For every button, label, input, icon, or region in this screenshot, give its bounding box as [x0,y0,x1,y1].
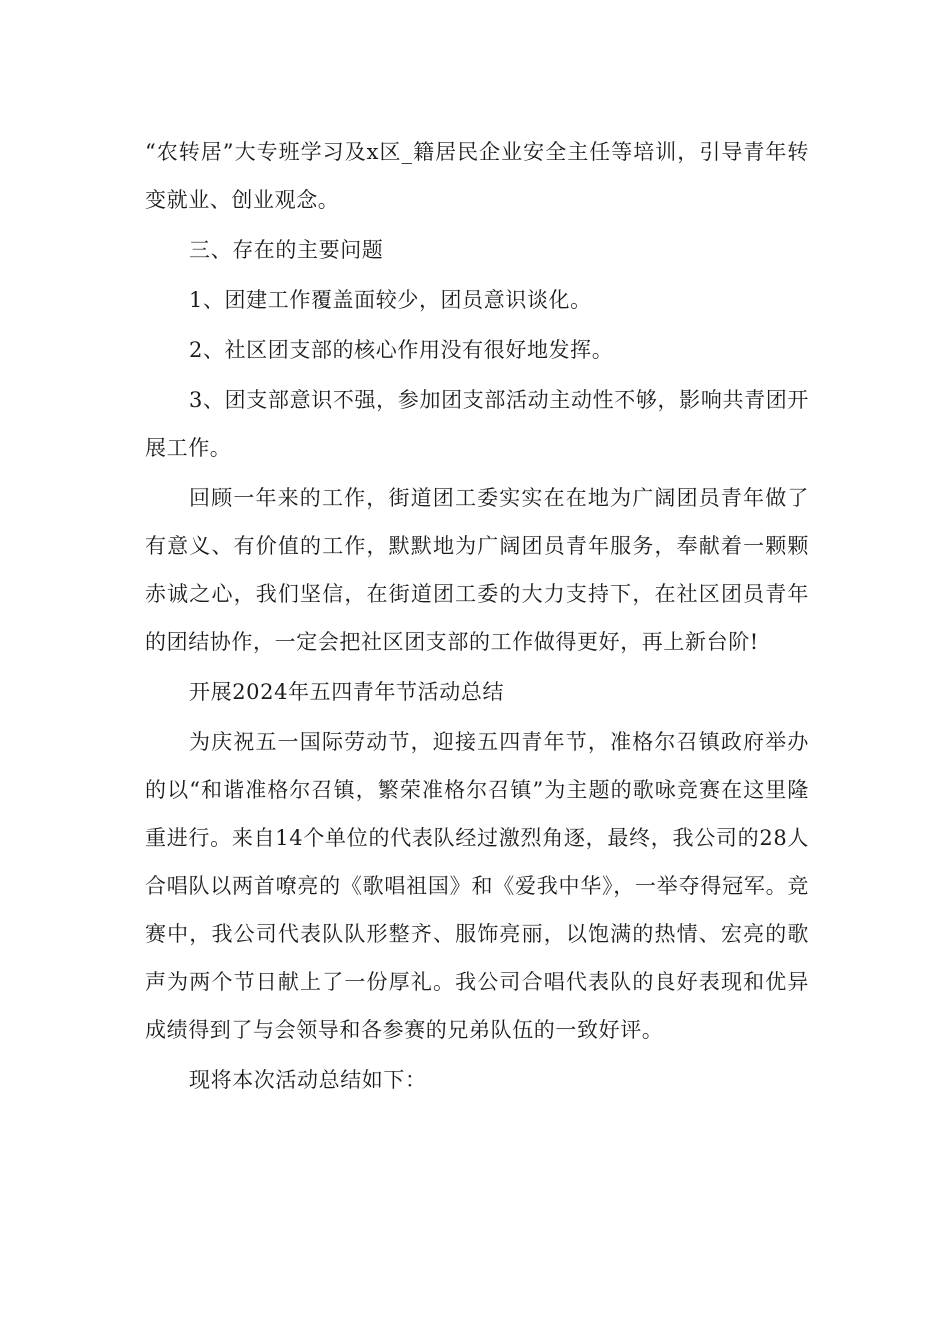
section-heading-main-problems: 三、存在的主要问题 [189,238,384,262]
section-title-youth-day-summary: 开展2024年五四青年节活动总结 [189,680,505,704]
problem-item-3: 3、团支部意识不强，参加团支部活动主动性不够，影响共青团开展工作。 [145,388,809,460]
problem-item-1: 1、团建工作覆盖面较少，团员意识谈化。 [189,288,592,312]
paragraph-summary-intro: 现将本次活动总结如下： [189,1068,427,1092]
document-body [145,128,809,1104]
problem-item-2: 2、社区团支部的核心作用没有很好地发挥。 [189,338,614,362]
paragraph-competition: 为庆祝五一国际劳动节，迎接五四青年节，准格尔召镇政府举办的以“和谐准格尔召镇，繁荣准格尔召镇”为主题的歌咏竞赛在这里隆重进行。来自14个单位的代表队经过激烈角逐，最终，我公司的28人合唱队以两首嘹亮的《歌唱祖国》和《爱我中华》，一举夺得冠军。竞赛中，我公司代表队队形整齐、服饰亮丽，以饱满的热情、宏亮的歌声为两个节日献上了一份厚礼。我公司合唱代表队的良好表现和优异成绩得到了与会领导和各参赛的兄弟队伍的一致好评。 [145,730,809,1042]
paragraph-review: 回顾一年来的工作，街道团工委实实在在地为广阔团员青年做了有意义、有价值的工作，默默地为广阔团员青年服务，奉献着一颗颗赤诚之心，我们坚信，在街道团工委的大力支持下，在社区团员青年的团结协作，一定会把社区团支部的工作做得更好，再上新台阶! [145,486,809,654]
paragraph-training: “农转居”大专班学习及x区_籍居民企业安全主任等培训，引导青年转变就业、创业观念。 [145,140,809,212]
